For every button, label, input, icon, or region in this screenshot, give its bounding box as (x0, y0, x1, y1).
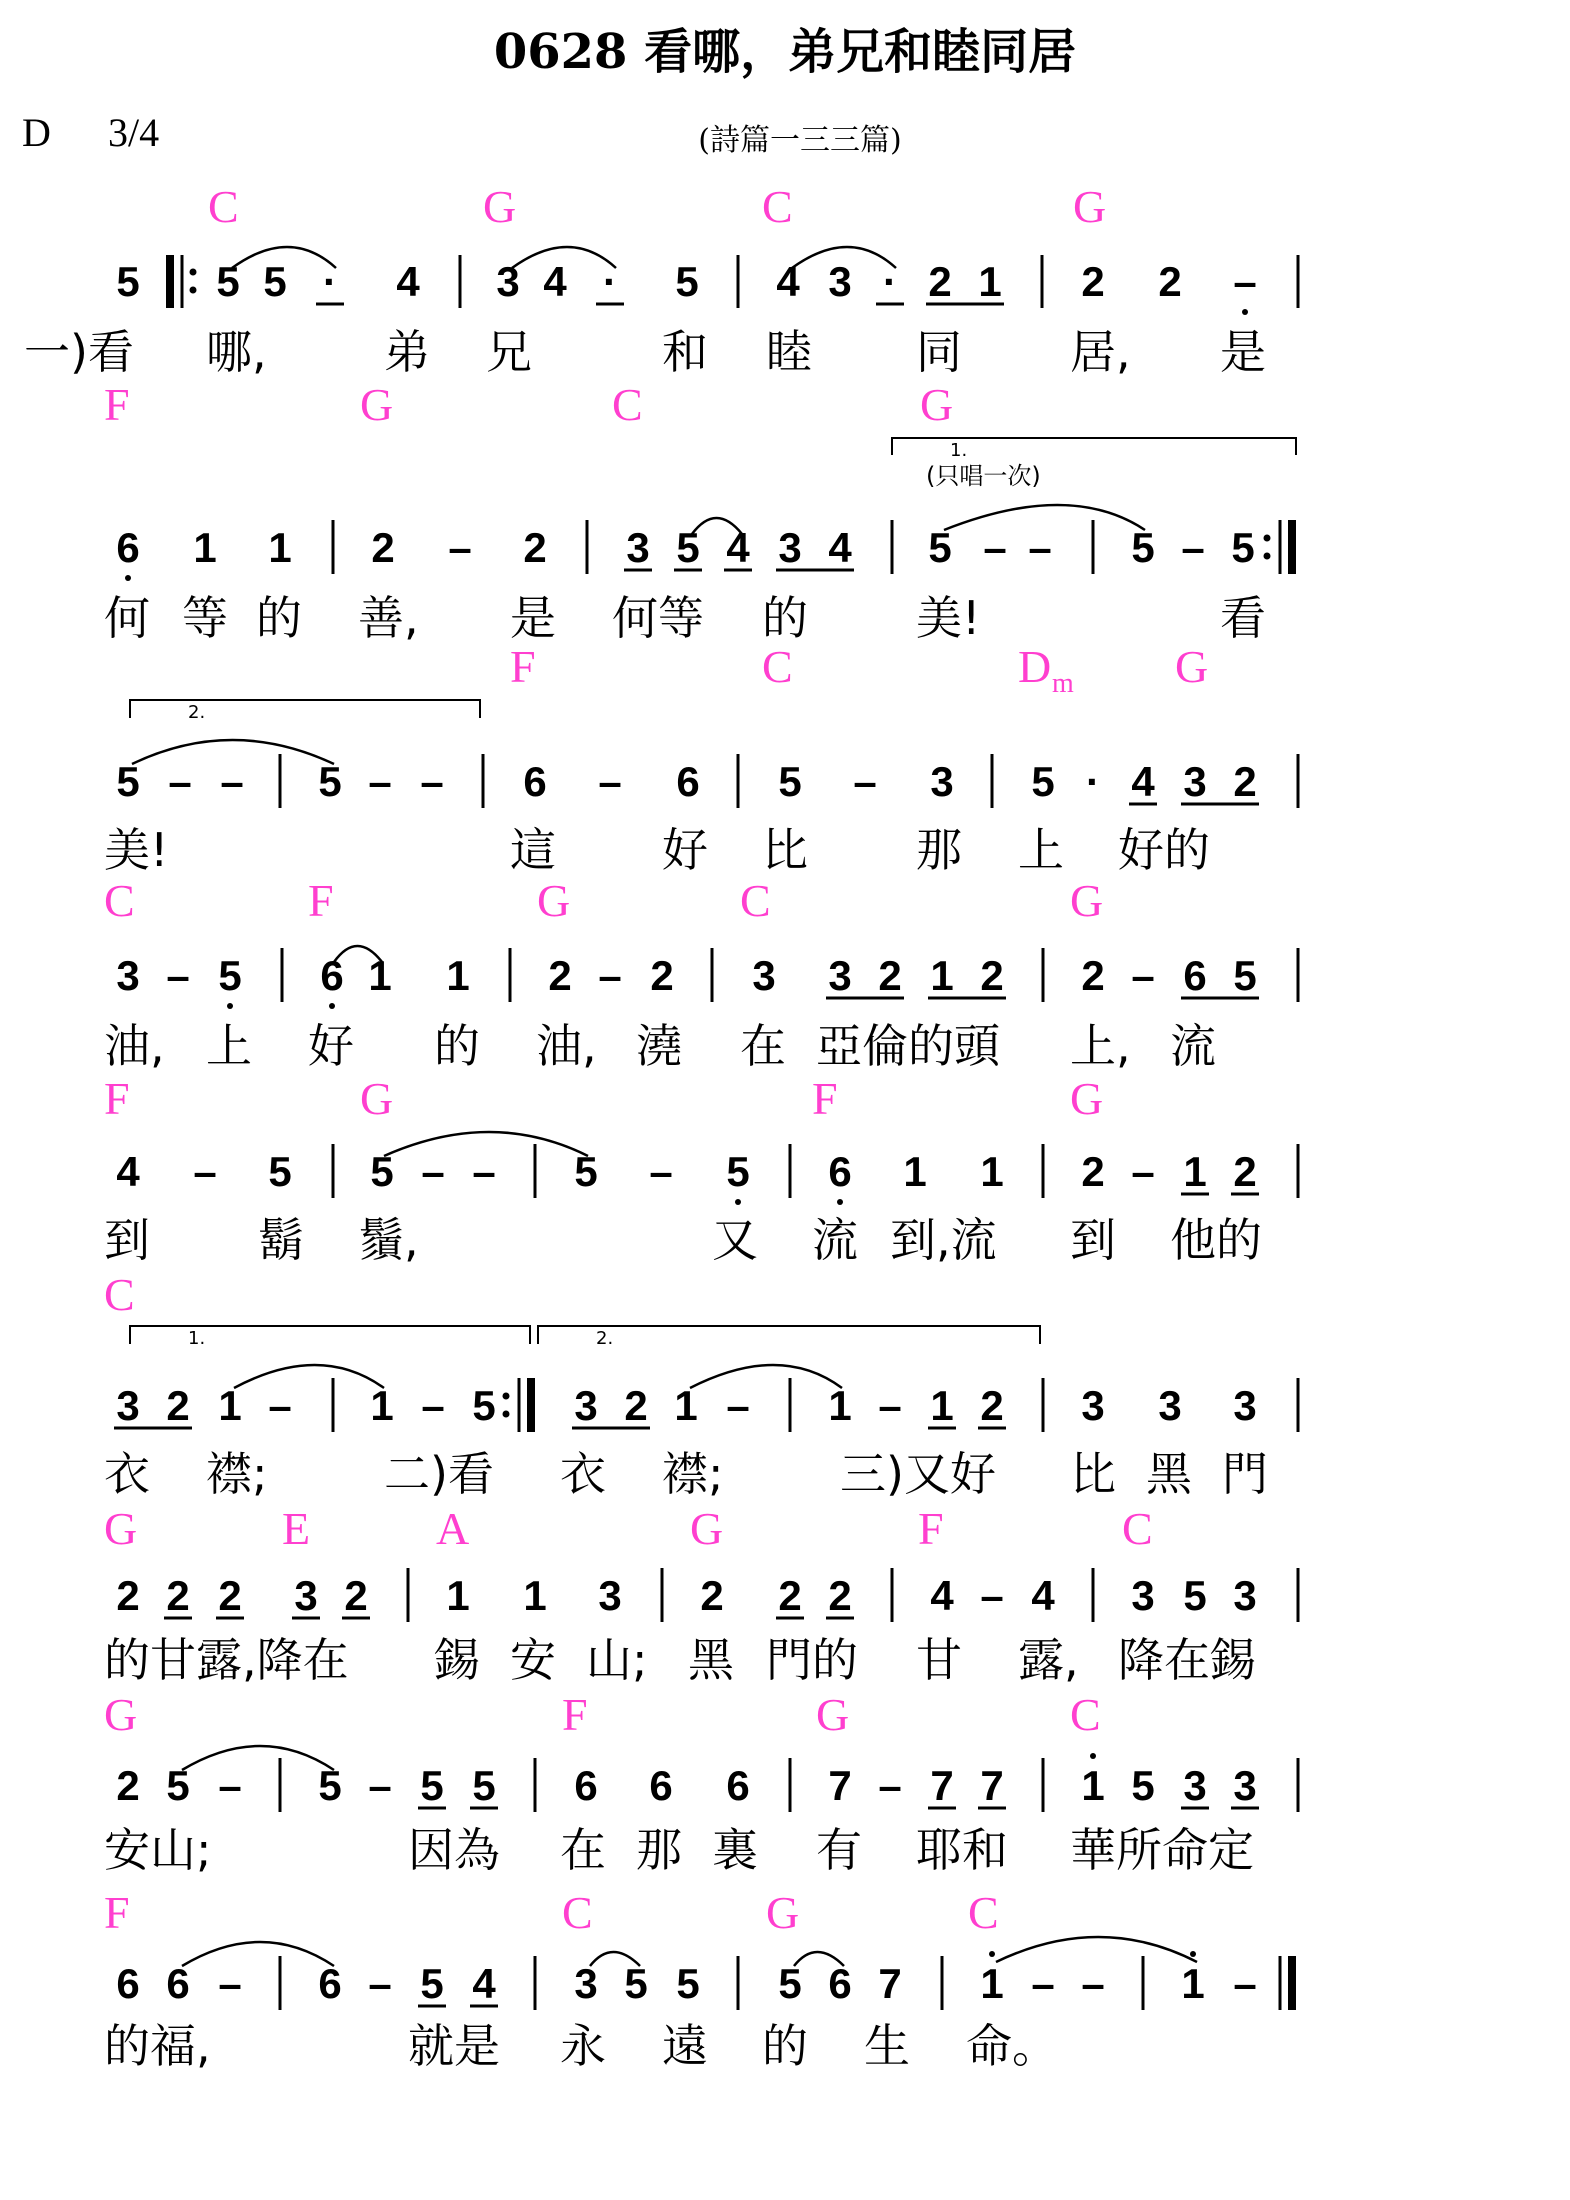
note: 6 (828, 1960, 852, 2007)
note: 1 (523, 1572, 547, 1619)
lyric: 一)看 (24, 325, 134, 379)
note: 5 (318, 758, 342, 805)
note: 4 (543, 258, 567, 305)
note: 5 (778, 758, 802, 805)
chord: D (1018, 641, 1052, 692)
note: 3 (1131, 1572, 1155, 1619)
note: 4 (472, 1960, 496, 2007)
chord: F (812, 1073, 838, 1124)
note: – (1031, 1960, 1055, 2007)
volta-1-note: (只唱一次) (926, 462, 1041, 490)
note: 3 (116, 952, 140, 999)
chord: C (762, 181, 793, 232)
chord: G (816, 1689, 850, 1740)
note: 5 (216, 258, 240, 305)
note: 3 (1183, 758, 1207, 805)
lyric: 流 (1170, 1019, 1216, 1073)
note: 3 (752, 952, 776, 999)
note: 2 (828, 1572, 852, 1619)
note: – (218, 1762, 242, 1809)
lyric: 到 (104, 1213, 150, 1267)
note: – (472, 1148, 496, 1195)
scripture-reference: (詩篇一三三篇) (698, 123, 902, 158)
note: 5 (472, 1762, 496, 1809)
note: 5 (624, 1960, 648, 2007)
lyric: 門的 (766, 1633, 858, 1687)
chord: G (1073, 181, 1107, 232)
note: – (726, 1382, 750, 1429)
note: 3 (1233, 1572, 1257, 1619)
lyric: 到 (1070, 1213, 1116, 1267)
lyric: 看 (1220, 591, 1266, 645)
note: 1 (446, 1572, 470, 1619)
note: 3 (1081, 1382, 1105, 1429)
lyric: 的甘露,降在 (104, 1633, 349, 1687)
lyric: 好 (662, 823, 708, 877)
note: – (980, 1572, 1004, 1619)
lyric: 上 (1018, 823, 1064, 877)
lyric: 兄 (486, 325, 532, 379)
lyric: 安 (510, 1633, 556, 1687)
note: 2 (1158, 258, 1182, 305)
note: – (853, 758, 877, 805)
note: 3 (294, 1572, 318, 1619)
key-signature: D (22, 110, 51, 155)
note: 7 (878, 1960, 902, 2007)
note: 1 (930, 952, 954, 999)
note: 1 (446, 952, 470, 999)
note: 1 (828, 1382, 852, 1429)
chord: C (1122, 1503, 1153, 1554)
note: – (1131, 952, 1155, 999)
note: 6 (523, 758, 547, 805)
chord: G (690, 1503, 724, 1554)
lyric: 是 (510, 591, 556, 645)
note: 7 (828, 1762, 852, 1809)
note: 5 (1131, 1762, 1155, 1809)
chord: C (104, 875, 135, 926)
system-8 (104, 1689, 1298, 1877)
note: 1 (1181, 1960, 1205, 2007)
chord: F (918, 1503, 944, 1554)
lyric: 黑 (1146, 1447, 1192, 1501)
note: 3 (626, 524, 650, 571)
lyric: 錫 (434, 1633, 480, 1687)
note: – (1181, 524, 1205, 571)
lyric: 的 (256, 591, 302, 645)
note: 7 (930, 1762, 954, 1809)
chord: G (1070, 1073, 1104, 1124)
lyric: 襟; (662, 1447, 724, 1501)
note: 4 (1131, 758, 1155, 805)
lyric: 比 (762, 823, 808, 877)
note: – (368, 1762, 392, 1809)
repeat-dot (190, 287, 197, 294)
note: – (218, 1960, 242, 2007)
note: 3 (496, 258, 520, 305)
note: 2 (116, 1762, 140, 1809)
lyric: 那 (636, 1823, 682, 1877)
note: · (1086, 758, 1100, 805)
note: 5 (116, 758, 140, 805)
chord: G (104, 1503, 138, 1554)
note: 4 (930, 1572, 954, 1619)
note: 6 (116, 1960, 140, 2007)
lyric: 居, (1070, 325, 1131, 379)
lyric: 耶和 (916, 1823, 1008, 1877)
note: 2 (1081, 258, 1105, 305)
note: – (1028, 524, 1052, 571)
system-7 (104, 1503, 1298, 1687)
lyric: 的 (762, 2019, 808, 2073)
chord: E (282, 1503, 311, 1554)
lyric: 好 (308, 1019, 354, 1073)
note: – (598, 952, 622, 999)
system-3 (104, 641, 1298, 877)
chord: C (740, 875, 771, 926)
lyric: 的福, (104, 2019, 211, 2073)
note: 3 (778, 524, 802, 571)
volta-2-label: 2. (596, 1328, 614, 1349)
chord: G (537, 875, 571, 926)
lyric: 在 (560, 1823, 606, 1877)
note: – (368, 1960, 392, 2007)
note: – (166, 952, 190, 999)
note: 2 (778, 1572, 802, 1619)
lyric: 油, (536, 1019, 597, 1073)
lyric: 衣 (560, 1447, 606, 1501)
system-2 (104, 379, 1296, 645)
note: 5 (318, 1762, 342, 1809)
note: 4 (116, 1148, 140, 1195)
note: – (421, 1382, 445, 1429)
note: 1 (978, 258, 1002, 305)
note: 5 (116, 258, 140, 305)
volta-2-label: 2. (188, 702, 206, 723)
note: 5 (1233, 952, 1257, 999)
lyric: 是 (1220, 325, 1266, 379)
note: 6 (574, 1762, 598, 1809)
lyric: 就是 (408, 2019, 500, 2073)
note: 5 (370, 1148, 394, 1195)
note: – (448, 524, 472, 571)
note: 2 (980, 1382, 1004, 1429)
chord: C (762, 641, 793, 692)
lyric: 黑 (688, 1633, 734, 1687)
note: 6 (649, 1762, 673, 1809)
repeat-dot (1264, 535, 1271, 542)
note: 5 (1031, 758, 1055, 805)
lyric: 降在錫 (1118, 1633, 1256, 1687)
chord: G (483, 181, 517, 232)
repeat-dot (503, 1411, 510, 1418)
lyric: 門 (1222, 1447, 1268, 1501)
note: 5 (420, 1960, 444, 2007)
lyric: 美! (104, 823, 169, 877)
note: 6 (726, 1762, 750, 1809)
lyric: 因為 (408, 1823, 500, 1877)
note: – (983, 524, 1007, 571)
time-signature: 3/4 (108, 110, 160, 155)
chord: C (612, 379, 643, 430)
lyric: 又 (712, 1213, 758, 1267)
note: 5 (675, 258, 699, 305)
lyric: 安山; (104, 1823, 212, 1877)
lyric: 上 (206, 1019, 252, 1073)
note: · (323, 258, 337, 305)
lyric: 華所命定 (1070, 1823, 1254, 1877)
lyric: 有 (816, 1823, 862, 1877)
chord: F (510, 641, 536, 692)
note: 3 (1183, 1762, 1207, 1809)
repeat-dot (503, 1393, 510, 1400)
lyric: 美! (916, 591, 981, 645)
note: 6 (320, 952, 344, 999)
note: – (268, 1382, 292, 1429)
note: 2 (928, 258, 952, 305)
note: 5 (726, 1148, 750, 1195)
note: – (878, 1762, 902, 1809)
lyric: 善, (358, 591, 419, 645)
lyric: 好的 (1118, 823, 1210, 877)
note: – (420, 758, 444, 805)
note: 2 (166, 1382, 190, 1429)
lyric: 露, (1018, 1633, 1079, 1687)
note: 5 (1183, 1572, 1207, 1619)
note: 5 (472, 1382, 496, 1429)
note: 4 (396, 258, 420, 305)
lyric: 的 (434, 1019, 480, 1073)
note: 2 (650, 952, 674, 999)
note: 6 (676, 758, 700, 805)
system-1 (24, 181, 1298, 379)
lyric: 比 (1070, 1447, 1116, 1501)
chord: G (766, 1887, 800, 1938)
note: – (1233, 258, 1257, 305)
system-6 (104, 1269, 1298, 1501)
note: – (598, 758, 622, 805)
note: 2 (344, 1572, 368, 1619)
lyric: 在 (740, 1019, 786, 1073)
lyric: 澆 (636, 1019, 682, 1073)
note: 2 (166, 1572, 190, 1619)
lyric: 睦 (766, 325, 812, 379)
lyric: 三)又好 (840, 1447, 996, 1501)
note: 5 (676, 524, 700, 571)
note: 3 (828, 258, 852, 305)
lyric: 遠 (662, 2019, 708, 2073)
note: – (878, 1382, 902, 1429)
note: 3 (116, 1382, 140, 1429)
note: 2 (371, 524, 395, 571)
chord: F (308, 875, 334, 926)
lyric: 油, (104, 1019, 165, 1073)
lyric: 裏 (712, 1823, 758, 1877)
lyric: 上, (1070, 1019, 1131, 1073)
note: 4 (726, 524, 750, 571)
note: 5 (1131, 524, 1155, 571)
lyric: 到,流 (890, 1213, 997, 1267)
note: 4 (776, 258, 800, 305)
note: 1 (980, 1148, 1004, 1195)
note: 5 (420, 1762, 444, 1809)
note: 2 (1081, 952, 1105, 999)
note: 2 (700, 1572, 724, 1619)
note: 4 (828, 524, 852, 571)
note: 1 (370, 1382, 394, 1429)
note: 2 (1081, 1148, 1105, 1195)
note: 3 (598, 1572, 622, 1619)
chord: F (104, 1073, 130, 1124)
note: 6 (1183, 952, 1207, 999)
lyric: 弟 (384, 325, 430, 379)
chord: F (562, 1689, 588, 1740)
note: 5 (268, 1148, 292, 1195)
chord: G (360, 1073, 394, 1124)
chord: G (360, 379, 394, 430)
note: 2 (548, 952, 572, 999)
hymn-title: 0628 看哪，弟兄和睦同居 (493, 24, 1077, 80)
note: 2 (878, 952, 902, 999)
note: 2 (1233, 758, 1257, 805)
note: 5 (928, 524, 952, 571)
chord: G (920, 379, 954, 430)
note: – (1131, 1148, 1155, 1195)
chord: F (104, 1887, 130, 1938)
chord: A (436, 1503, 470, 1554)
note: – (649, 1148, 673, 1195)
system-4 (104, 875, 1298, 1073)
lyric: 鬚, (358, 1213, 419, 1267)
note: 1 (193, 524, 217, 571)
note: 6 (116, 524, 140, 571)
lyric: 那 (916, 823, 962, 877)
note: – (1081, 1960, 1105, 2007)
note: 5 (263, 258, 287, 305)
lyric: 永 (560, 2019, 606, 2073)
lyric: 鬍 (258, 1213, 304, 1267)
note: 5 (166, 1762, 190, 1809)
note: 2 (1233, 1148, 1257, 1195)
note: 5 (1231, 524, 1255, 571)
note: 3 (574, 1382, 598, 1429)
lyric: 二)看 (384, 1447, 494, 1501)
lyric: 哪, (206, 325, 267, 379)
lyric: 何 (104, 591, 150, 645)
lyric: 這 (510, 823, 556, 877)
note: – (368, 758, 392, 805)
lyric: 生 (864, 2019, 910, 2073)
note: 1 (268, 524, 292, 571)
note: 3 (930, 758, 954, 805)
note: · (883, 258, 897, 305)
note: 2 (116, 1572, 140, 1619)
system-9 (104, 1887, 1292, 2073)
chord: G (104, 1689, 138, 1740)
lyric: 何等 (612, 591, 704, 645)
note: 1 (1081, 1762, 1105, 1809)
note: 5 (218, 952, 242, 999)
note: 1 (980, 1960, 1004, 2007)
note: 3 (1233, 1382, 1257, 1429)
note: 6 (318, 1960, 342, 2007)
chord: F (104, 379, 130, 430)
lyric: 同 (916, 325, 962, 379)
lyric: 等 (182, 591, 228, 645)
note: 2 (624, 1382, 648, 1429)
lyric: 流 (812, 1213, 858, 1267)
note: 1 (930, 1382, 954, 1429)
lyric: 衣 (104, 1447, 150, 1501)
lyric: 亞倫的頭 (816, 1019, 1000, 1073)
note: 4 (1031, 1572, 1055, 1619)
lyric: 和 (662, 325, 708, 379)
note: – (220, 758, 244, 805)
chord: G (1070, 875, 1104, 926)
lyric: 山; (586, 1633, 648, 1687)
note: 3 (1233, 1762, 1257, 1809)
note: 7 (980, 1762, 1004, 1809)
lyric: 的 (762, 591, 808, 645)
note: 6 (166, 1960, 190, 2007)
note: 2 (218, 1572, 242, 1619)
note: 5 (778, 1960, 802, 2007)
chord: C (562, 1887, 593, 1938)
chord: C (208, 181, 239, 232)
note: – (421, 1148, 445, 1195)
note: – (168, 758, 192, 805)
lyric: 他的 (1170, 1213, 1262, 1267)
note: 5 (676, 1960, 700, 2007)
lyric: 甘 (916, 1633, 962, 1687)
repeat-dot (1264, 553, 1271, 560)
note: 3 (828, 952, 852, 999)
note: – (193, 1148, 217, 1195)
note: 2 (523, 524, 547, 571)
note: – (1233, 1960, 1257, 2007)
note: 2 (980, 952, 1004, 999)
system-5 (104, 1073, 1298, 1267)
lyric: 襟; (206, 1447, 268, 1501)
note: 6 (828, 1148, 852, 1195)
chord: C (968, 1887, 999, 1938)
chord: G (1175, 641, 1209, 692)
note: 1 (1183, 1148, 1207, 1195)
lyric: 命。 (966, 2019, 1058, 2073)
note: 1 (368, 952, 392, 999)
note: 5 (574, 1148, 598, 1195)
repeat-dot (190, 269, 197, 276)
note: 1 (218, 1382, 242, 1429)
chord: C (1070, 1689, 1101, 1740)
volta-1-label: 1. (188, 1328, 206, 1349)
note: 3 (574, 1960, 598, 2007)
chord: m (1052, 668, 1074, 699)
note: 1 (903, 1148, 927, 1195)
note: 3 (1158, 1382, 1182, 1429)
chord: C (104, 1269, 135, 1320)
note: · (603, 258, 617, 305)
volta-1-label: 1. (950, 440, 968, 461)
note: 1 (674, 1382, 698, 1429)
